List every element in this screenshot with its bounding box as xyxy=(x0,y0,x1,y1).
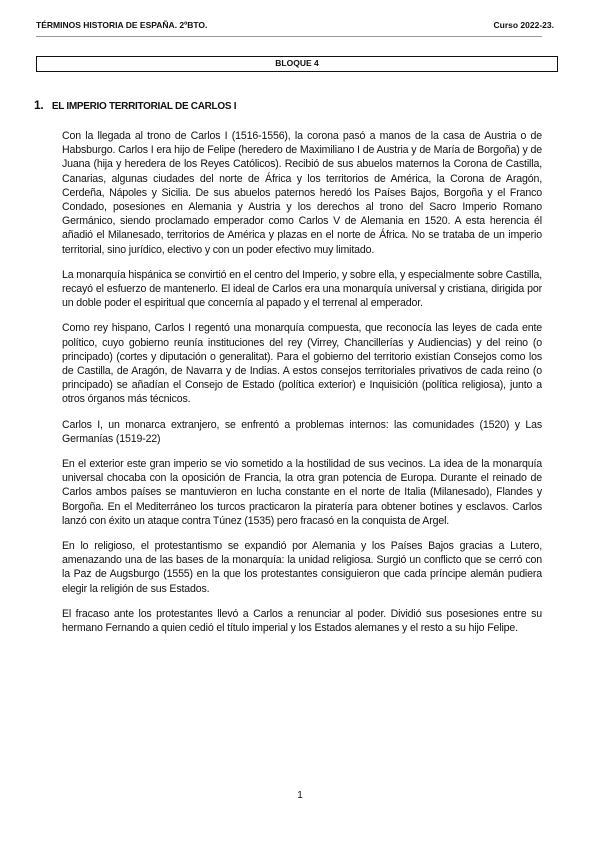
paragraph: Como rey hispano, Carlos I regentó una monarquía compuesta, que reconocía las leyes de cada ente político, cuyo gobierno reunía instituciones del rey (Virrey, Chancillerías y Audiencias) y del reino (o principado) (cortes y diputación o generalitat). Para el gobierno del territorio existían Consejos como los de Castilla, de Aragón, de Navarra y de Indias. A estos consejos territoriales privativos de cada reino (o principado) se añadían el Consejo de Estado (política exterior) e Inquisición (política religiosa), junto a otros órganos más técnicos. xyxy=(62,322,542,406)
section-heading xyxy=(34,98,236,112)
header-course-title: TÉRMINOS HISTORIA DE ESPAÑA. 2ºBTO. xyxy=(36,20,208,30)
header-divider xyxy=(36,36,542,37)
page-header xyxy=(36,20,558,30)
paragraph: En el exterior este gran imperio se vio sometido a la hostilidad de sus vecinos. La idea de la monarquía universal chocaba con la oposición de Francia, la otra gran potencia de Europa. Durante el reinado de Carlos ambos países se mantuvieron en lucha constante en el norte de Italia (Milanesado), Flandes y Borgoña. En el Mediterráneo los turcos practicaron la piratería para obtener botines y esclavos. Carlos lanzó con éxito un ataque contra Túnez (1535) pero fracasó en la conquista de Argel. xyxy=(62,458,542,527)
paragraph: En lo religioso, el protestantismo se expandió por Alemania y los Países Bajos gracias a Lutero, amenazando una de las bases de la monarquía: la unidad religiosa. Surgió un conflicto que se cerró con la Paz de Augsburgo (1555) en la que los protestantes consiguieron que cada príncipe alemán pudiera elegir la religión de sus Estados. xyxy=(62,540,542,595)
paragraph: El fracaso ante los protestantes llevó a Carlos a renunciar al poder. Dividió sus posesiones entre su hermano Fernando a quien cedió el título imperial y los Estados alemanes y el resto a su hijo Felipe. xyxy=(62,607,542,635)
block-title-box xyxy=(36,56,558,72)
body-text xyxy=(62,129,542,646)
paragraph: La monarquía hispánica se convirtió en el centro del Imperio, y sobre ella, y especialmente sobre Castilla, recayó el esfuerzo de mantenerlo. El ideal de Carlos era una monarquía universal y cristiana, dirigida por un doble poder el espiritual que concernía al papado y el terrenal al emperador. xyxy=(62,268,542,310)
paragraph: Con la llegada al trono de Carlos I (1516-1556), la corona pasó a manos de la casa de Austria o de Habsburgo. Carlos I era hijo de Felipe (heredero de Maximiliano I de Austria y de María de Borgoña) y de Juana (hija y heredera de los Reyes Católicos). Recibió de sus abuelos maternos la Corona de Castilla, Canarias, algunas ciudades del norte de África y los territorios de América, la Corona de Aragón, Cerdeña, Nápoles y Sicilia. De sus abuelos paternos heredó los Países Bajos, Borgoña y el Franco Condado, posesiones en Alemania y Austria y los derechos al trono del Sacro Imperio Romano Germánico, siendo proclamado emperador como Carlos V de Alemania en 1520. A esta herencia él añadió el Milanesado, territorios de América y plazas en el norte de África. No se trataba de un imperio territorial, sino jurídico, electivo y con un poder efectivo muy limitado. xyxy=(62,130,542,256)
paragraph: Carlos I, un monarca extranjero, se enfrentó a problemas internos: las comunidades (1520) y Las Germanías (1519-22) xyxy=(62,418,542,445)
page-number: 1 xyxy=(297,790,303,801)
block-title: BLOQUE 4 xyxy=(275,58,319,68)
header-school-year: Curso 2022-23. xyxy=(493,20,554,30)
section-number: 1. xyxy=(34,98,44,112)
section-title: EL IMPERIO TERRITORIAL DE CARLOS I xyxy=(51,101,237,112)
